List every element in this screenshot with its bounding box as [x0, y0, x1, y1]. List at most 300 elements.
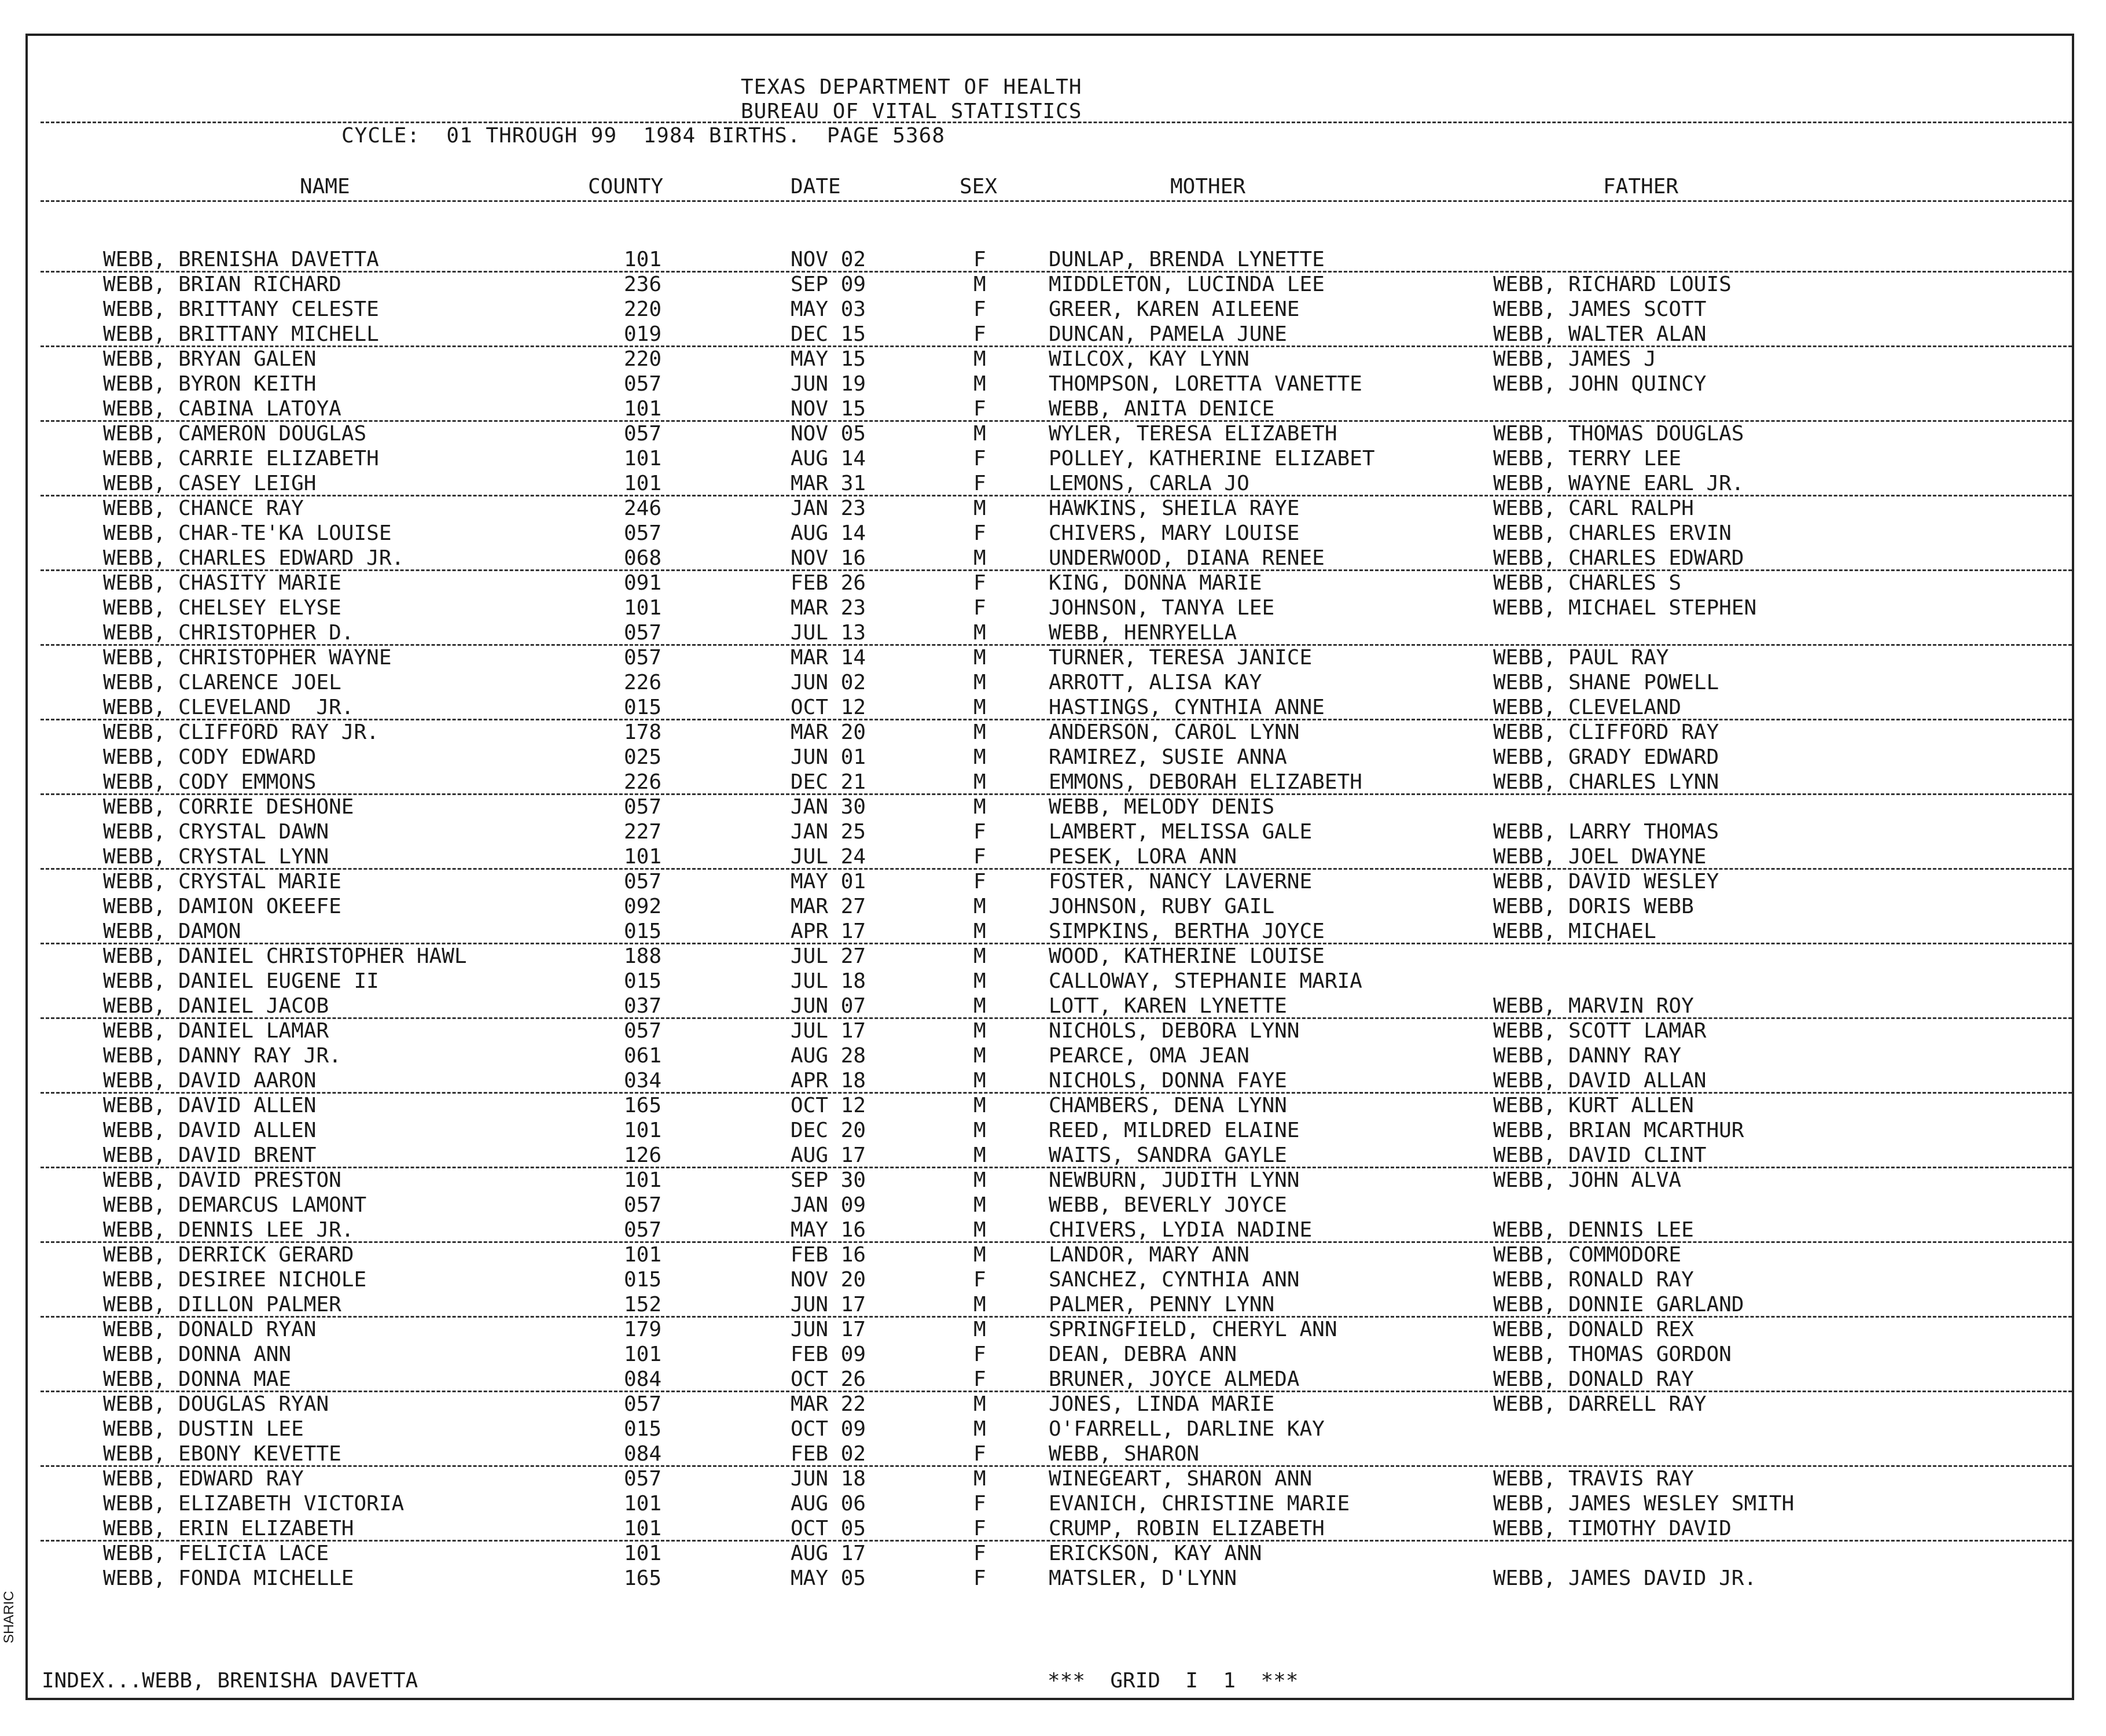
record-date: MAR 20 [791, 720, 866, 744]
record-county: 037 [624, 994, 662, 1018]
record-county: 227 [624, 820, 662, 844]
record-name: WEBB, CLIFFORD RAY JR. [103, 720, 379, 744]
record-mother: WOOD, KATHERINE LOUISE [1049, 944, 1325, 968]
record-mother: BRUNER, JOYCE ALMEDA [1049, 1367, 1300, 1391]
record-county: 101 [624, 472, 662, 495]
record-name: WEBB, DESIREE NICHOLE [103, 1268, 367, 1292]
record-mother: JOHNSON, TANYA LEE [1049, 596, 1275, 620]
record-sex: F [973, 1566, 986, 1590]
record-father: WEBB, PAUL RAY [1493, 646, 1669, 670]
record-father: WEBB, THOMAS GORDON [1493, 1343, 1732, 1366]
record-county: 101 [624, 1119, 662, 1142]
record-father: WEBB, RONALD RAY [1493, 1268, 1694, 1292]
record-date: OCT 09 [791, 1417, 866, 1441]
record-county: 057 [624, 1218, 662, 1242]
record-date: JUN 17 [791, 1293, 866, 1316]
record-date: OCT 05 [791, 1517, 866, 1540]
record-name: WEBB, BRITTANY CELESTE [103, 297, 379, 321]
table-row [0, 1467, 2106, 1492]
record-name: WEBB, DANNY RAY JR. [103, 1044, 341, 1068]
record-mother: JONES, LINDA MARIE [1049, 1392, 1275, 1416]
record-sex: M [973, 1218, 986, 1242]
record-mother: UNDERWOOD, DIANA RENEE [1049, 546, 1325, 570]
column-header-father: FATHER [1603, 175, 1679, 198]
table-row [0, 1019, 2106, 1044]
record-county: 015 [624, 1268, 662, 1292]
record-county: 126 [624, 1143, 662, 1167]
record-mother: CHIVERS, LYDIA NADINE [1049, 1218, 1313, 1242]
record-name: WEBB, CRYSTAL DAWN [103, 820, 329, 844]
record-date: APR 18 [791, 1069, 866, 1093]
table-row [0, 397, 2106, 422]
record-name: WEBB, DOUGLAS RYAN [103, 1392, 329, 1416]
document-subtitle: BUREAU OF VITAL STATISTICS [741, 100, 1082, 123]
record-date: MAR 31 [791, 472, 866, 495]
record-mother: NEWBURN, JUDITH LYNN [1049, 1168, 1300, 1192]
record-mother: CHIVERS, MARY LOUISE [1049, 521, 1300, 545]
record-date: OCT 26 [791, 1367, 866, 1391]
record-date: JUL 13 [791, 621, 866, 645]
record-sex: M [973, 1168, 986, 1192]
table-row [0, 496, 2106, 521]
record-date: JUN 19 [791, 372, 866, 396]
side-stamp: SHARIC [1, 1591, 17, 1643]
record-sex: F [973, 447, 986, 470]
table-row [0, 944, 2106, 969]
table-row [0, 969, 2106, 994]
record-sex: F [973, 1367, 986, 1391]
record-county: 084 [624, 1367, 662, 1391]
record-mother: DUNLAP, BRENDA LYNETTE [1049, 248, 1325, 271]
record-sex: M [973, 696, 986, 719]
record-mother: WYLER, TERESA ELIZABETH [1049, 422, 1337, 446]
record-father: WEBB, JAMES J [1493, 347, 1656, 371]
record-sex: F [973, 1343, 986, 1366]
record-sex: M [973, 745, 986, 769]
record-mother: PALMER, PENNY LYNN [1049, 1293, 1275, 1316]
record-county: 068 [624, 546, 662, 570]
record-mother: SIMPKINS, BERTHA JOYCE [1049, 920, 1325, 943]
table-row [0, 1094, 2106, 1119]
record-name: WEBB, CHASITY MARIE [103, 571, 341, 595]
record-county: 057 [624, 795, 662, 819]
table-row [0, 322, 2106, 347]
record-mother: TURNER, TERESA JANICE [1049, 646, 1313, 670]
record-date: FEB 02 [791, 1442, 866, 1466]
record-name: WEBB, DAVID ALLEN [103, 1119, 317, 1142]
record-mother: HASTINGS, CYNTHIA ANNE [1049, 696, 1325, 719]
column-header-mother: MOTHER [1170, 175, 1246, 198]
record-county: 015 [624, 696, 662, 719]
table-row [0, 1566, 2106, 1591]
record-father: WEBB, JOHN ALVA [1493, 1168, 1682, 1192]
record-sex: M [973, 1094, 986, 1117]
record-date: OCT 12 [791, 696, 866, 719]
record-father: WEBB, DANNY RAY [1493, 1044, 1682, 1068]
table-row [0, 1318, 2106, 1343]
record-date: JAN 30 [791, 795, 866, 819]
record-father: WEBB, JAMES WESLEY SMITH [1493, 1492, 1795, 1516]
record-county: 057 [624, 1392, 662, 1416]
record-sex: M [973, 621, 986, 645]
record-mother: NICHOLS, DEBORA LYNN [1049, 1019, 1300, 1043]
record-county: 092 [624, 895, 662, 918]
record-father: WEBB, CHARLES ERVIN [1493, 521, 1732, 545]
table-row [0, 1168, 2106, 1193]
record-date: NOV 20 [791, 1268, 866, 1292]
record-name: WEBB, DANIEL JACOB [103, 994, 329, 1018]
record-date: NOV 02 [791, 248, 866, 271]
record-date: MAR 27 [791, 895, 866, 918]
record-name: WEBB, EDWARD RAY [103, 1467, 304, 1491]
table-row [0, 720, 2106, 745]
record-name: WEBB, ERIN ELIZABETH [103, 1517, 354, 1540]
record-mother: REED, MILDRED ELAINE [1049, 1119, 1300, 1142]
record-sex: F [973, 397, 986, 421]
record-mother: WEBB, HENRYELLA [1049, 621, 1237, 645]
table-row [0, 422, 2106, 447]
record-date: JUN 02 [791, 671, 866, 694]
table-row [0, 1542, 2106, 1566]
table-row [0, 372, 2106, 397]
record-sex: F [973, 297, 986, 321]
record-name: WEBB, DAVID AARON [103, 1069, 317, 1093]
record-mother: PEARCE, OMA JEAN [1049, 1044, 1249, 1068]
record-father: WEBB, BRIAN MCARTHUR [1493, 1119, 1744, 1142]
record-date: MAR 22 [791, 1392, 866, 1416]
record-county: 101 [624, 1542, 662, 1565]
record-father: WEBB, LARRY THOMAS [1493, 820, 1719, 844]
record-county: 101 [624, 1517, 662, 1540]
table-row [0, 1293, 2106, 1318]
record-date: DEC 15 [791, 322, 866, 346]
record-mother: EMMONS, DEBORAH ELIZABETH [1049, 770, 1362, 794]
table-row [0, 845, 2106, 870]
record-county: 236 [624, 273, 662, 296]
record-date: MAR 23 [791, 596, 866, 620]
table-row [0, 745, 2106, 770]
record-county: 057 [624, 422, 662, 446]
record-date: JUL 27 [791, 944, 866, 968]
record-father: WEBB, TIMOTHY DAVID [1493, 1517, 1732, 1540]
record-sex: M [973, 1119, 986, 1142]
record-date: JAN 09 [791, 1193, 866, 1217]
record-father: WEBB, TRAVIS RAY [1493, 1467, 1694, 1491]
record-sex: M [973, 347, 986, 371]
record-sex: F [973, 845, 986, 869]
record-date: MAY 01 [791, 870, 866, 893]
record-name: WEBB, FELICIA LACE [103, 1542, 329, 1565]
record-father: WEBB, KURT ALLEN [1493, 1094, 1694, 1117]
record-county: 057 [624, 870, 662, 893]
record-mother: ANDERSON, CAROL LYNN [1049, 720, 1300, 744]
record-sex: M [973, 546, 986, 570]
record-name: WEBB, CLARENCE JOEL [103, 671, 341, 694]
record-name: WEBB, BYRON KEITH [103, 372, 317, 396]
record-sex: M [973, 895, 986, 918]
record-county: 101 [624, 845, 662, 869]
table-row [0, 1243, 2106, 1268]
table-row [0, 1143, 2106, 1168]
record-sex: M [973, 496, 986, 520]
record-county: 101 [624, 397, 662, 421]
record-name: WEBB, DAVID PRESTON [103, 1168, 341, 1192]
record-mother: O'FARRELL, DARLINE KAY [1049, 1417, 1325, 1441]
record-date: JAN 25 [791, 820, 866, 844]
record-sex: M [973, 1143, 986, 1167]
table-row [0, 1044, 2106, 1069]
document-title: TEXAS DEPARTMENT OF HEALTH [741, 75, 1082, 99]
record-name: WEBB, ELIZABETH VICTORIA [103, 1492, 405, 1516]
table-row [0, 521, 2106, 546]
record-date: NOV 16 [791, 546, 866, 570]
record-sex: M [973, 671, 986, 694]
record-father: WEBB, CHARLES S [1493, 571, 1682, 595]
record-mother: WINEGEART, SHARON ANN [1049, 1467, 1313, 1491]
record-county: 015 [624, 1417, 662, 1441]
record-name: WEBB, CHRISTOPHER WAYNE [103, 646, 392, 670]
record-date: AUG 28 [791, 1044, 866, 1068]
record-name: WEBB, CLEVELAND JR. [103, 696, 354, 719]
record-father: WEBB, GRADY EDWARD [1493, 745, 1719, 769]
record-sex: F [973, 820, 986, 844]
record-mother: THOMPSON, LORETTA VANETTE [1049, 372, 1362, 396]
record-father: WEBB, MARVIN ROY [1493, 994, 1694, 1018]
record-sex: M [973, 994, 986, 1018]
record-name: WEBB, CODY EMMONS [103, 770, 317, 794]
record-mother: CALLOWAY, STEPHANIE MARIA [1049, 969, 1362, 993]
record-date: DEC 20 [791, 1119, 866, 1142]
record-date: JUL 18 [791, 969, 866, 993]
record-mother: JOHNSON, RUBY GAIL [1049, 895, 1275, 918]
record-name: WEBB, CRYSTAL LYNN [103, 845, 329, 869]
record-sex: M [973, 1417, 986, 1441]
record-date: MAY 03 [791, 297, 866, 321]
record-sex: F [973, 571, 986, 595]
record-name: WEBB, DONNA ANN [103, 1343, 292, 1366]
record-father: WEBB, CHARLES LYNN [1493, 770, 1719, 794]
column-header-divider [41, 200, 2072, 202]
record-date: SEP 30 [791, 1168, 866, 1192]
record-date: AUG 06 [791, 1492, 866, 1516]
record-father: WEBB, DARRELL RAY [1493, 1392, 1707, 1416]
record-sex: F [973, 248, 986, 271]
table-row [0, 770, 2106, 795]
record-county: 246 [624, 496, 662, 520]
record-county: 084 [624, 1442, 662, 1466]
record-name: WEBB, CASEY LEIGH [103, 472, 317, 495]
record-name: WEBB, DAVID BRENT [103, 1143, 317, 1167]
record-county: 057 [624, 1019, 662, 1043]
record-mother: CHAMBERS, DENA LYNN [1049, 1094, 1287, 1117]
record-date: AUG 14 [791, 521, 866, 545]
table-row [0, 1517, 2106, 1542]
record-father: WEBB, RICHARD LOUIS [1493, 273, 1732, 296]
record-name: WEBB, CHRISTOPHER D. [103, 621, 354, 645]
record-name: WEBB, BRYAN GALEN [103, 347, 317, 371]
record-sex: F [973, 1542, 986, 1565]
record-sex: M [973, 1193, 986, 1217]
record-name: WEBB, BRITTANY MICHELL [103, 322, 379, 346]
record-father: WEBB, DONALD REX [1493, 1318, 1694, 1341]
record-sex: M [973, 422, 986, 446]
record-sex: M [973, 1243, 986, 1267]
table-row [0, 1218, 2106, 1243]
record-father: WEBB, DENNIS LEE [1493, 1218, 1694, 1242]
table-row [0, 347, 2106, 372]
record-county: 178 [624, 720, 662, 744]
record-mother: WEBB, ANITA DENICE [1049, 397, 1275, 421]
record-father: WEBB, JOHN QUINCY [1493, 372, 1707, 396]
table-row [0, 273, 2106, 297]
record-name: WEBB, CRYSTAL MARIE [103, 870, 341, 893]
table-row [0, 1392, 2106, 1417]
record-sex: M [973, 944, 986, 968]
record-name: WEBB, DAMON [103, 920, 241, 943]
record-sex: M [973, 273, 986, 296]
record-father: WEBB, CARL RALPH [1493, 496, 1694, 520]
record-father: WEBB, DONALD RAY [1493, 1367, 1694, 1391]
record-sex: F [973, 521, 986, 545]
record-date: APR 17 [791, 920, 866, 943]
record-mother: WILCOX, KAY LYNN [1049, 347, 1249, 371]
table-row [0, 870, 2106, 895]
record-name: WEBB, DANIEL LAMAR [103, 1019, 329, 1043]
record-mother: WEBB, MELODY DENIS [1049, 795, 1275, 819]
table-row [0, 1367, 2106, 1392]
table-row [0, 820, 2106, 845]
record-county: 101 [624, 248, 662, 271]
table-row [0, 1417, 2106, 1442]
record-father: WEBB, JAMES SCOTT [1493, 297, 1707, 321]
record-name: WEBB, BRIAN RICHARD [103, 273, 341, 296]
record-sex: F [973, 870, 986, 893]
record-mother: DEAN, DEBRA ANN [1049, 1343, 1237, 1366]
record-name: WEBB, DONNA MAE [103, 1367, 292, 1391]
record-sex: M [973, 1044, 986, 1068]
record-name: WEBB, DANIEL CHRISTOPHER HAWL [103, 944, 467, 968]
record-county: 152 [624, 1293, 662, 1316]
record-mother: WAITS, SANDRA GAYLE [1049, 1143, 1287, 1167]
record-date: MAY 05 [791, 1566, 866, 1590]
record-mother: CRUMP, ROBIN ELIZABETH [1049, 1517, 1325, 1540]
record-name: WEBB, BRENISHA DAVETTA [103, 248, 379, 271]
table-row [0, 895, 2106, 920]
record-mother: LOTT, KAREN LYNETTE [1049, 994, 1287, 1018]
record-mother: WEBB, BEVERLY JOYCE [1049, 1193, 1287, 1217]
table-row [0, 994, 2106, 1019]
record-name: WEBB, DAVID ALLEN [103, 1094, 317, 1117]
header-divider [41, 122, 2072, 123]
table-row [0, 297, 2106, 322]
record-mother: MIDDLETON, LUCINDA LEE [1049, 273, 1325, 296]
record-date: MAY 16 [791, 1218, 866, 1242]
record-name: WEBB, CHELSEY ELYSE [103, 596, 341, 620]
table-row [0, 447, 2106, 472]
record-mother: SPRINGFIELD, CHERYL ANN [1049, 1318, 1337, 1341]
record-father: WEBB, CLEVELAND [1493, 696, 1682, 719]
record-mother: ERICKSON, KAY ANN [1049, 1542, 1262, 1565]
table-row [0, 1442, 2106, 1467]
record-county: 057 [624, 621, 662, 645]
record-mother: WEBB, SHARON [1049, 1442, 1200, 1466]
record-sex: M [973, 646, 986, 670]
record-county: 220 [624, 297, 662, 321]
record-mother: NICHOLS, DONNA FAYE [1049, 1069, 1287, 1093]
table-row [0, 1492, 2106, 1517]
record-date: MAR 14 [791, 646, 866, 670]
record-father: WEBB, WAYNE EARL JR. [1493, 472, 1744, 495]
record-sex: M [973, 1293, 986, 1316]
record-mother: EVANICH, CHRISTINE MARIE [1049, 1492, 1350, 1516]
record-sex: M [973, 372, 986, 396]
record-sex: F [973, 596, 986, 620]
record-date: FEB 16 [791, 1243, 866, 1267]
record-name: WEBB, CAMERON DOUGLAS [103, 422, 367, 446]
record-father: WEBB, DAVID ALLAN [1493, 1069, 1707, 1093]
record-date: AUG 14 [791, 447, 866, 470]
record-county: 015 [624, 920, 662, 943]
record-sex: M [973, 969, 986, 993]
record-name: WEBB, DAMION OKEEFE [103, 895, 341, 918]
record-county: 188 [624, 944, 662, 968]
record-father: WEBB, DAVID CLINT [1493, 1143, 1707, 1167]
record-sex: M [973, 720, 986, 744]
column-header-county: COUNTY [588, 175, 664, 198]
record-mother: PESEK, LORA ANN [1049, 845, 1237, 869]
table-row [0, 248, 2106, 273]
record-name: WEBB, DERRICK GERARD [103, 1243, 354, 1267]
record-father: WEBB, DAVID WESLEY [1493, 870, 1719, 893]
record-name: WEBB, DANIEL EUGENE II [103, 969, 379, 993]
record-date: SEP 09 [791, 273, 866, 296]
table-row [0, 621, 2106, 646]
record-mother: LEMONS, CARLA JO [1049, 472, 1249, 495]
record-name: WEBB, CHAR-TE'KA LOUISE [103, 521, 392, 545]
record-name: WEBB, DILLON PALMER [103, 1293, 341, 1316]
record-date: AUG 17 [791, 1542, 866, 1565]
record-father: WEBB, COMMODORE [1493, 1243, 1682, 1267]
record-name: WEBB, DENNIS LEE JR. [103, 1218, 354, 1242]
record-mother: RAMIREZ, SUSIE ANNA [1049, 745, 1287, 769]
record-sex: F [973, 1268, 986, 1292]
table-row [0, 1268, 2106, 1293]
record-father: WEBB, MICHAEL STEPHEN [1493, 596, 1757, 620]
record-sex: M [973, 795, 986, 819]
record-sex: F [973, 322, 986, 346]
record-county: 057 [624, 521, 662, 545]
record-county: 057 [624, 1467, 662, 1491]
record-name: WEBB, FONDA MICHELLE [103, 1566, 354, 1590]
record-father: WEBB, DORIS WEBB [1493, 895, 1694, 918]
record-mother: SANCHEZ, CYNTHIA ANN [1049, 1268, 1300, 1292]
record-sex: M [973, 920, 986, 943]
record-mother: KING, DONNA MARIE [1049, 571, 1262, 595]
cycle-info: CYCLE: 01 THROUGH 99 1984 BIRTHS. PAGE 5368 [341, 124, 945, 148]
record-mother: FOSTER, NANCY LAVERNE [1049, 870, 1313, 893]
record-date: JUN 18 [791, 1467, 866, 1491]
record-date: AUG 17 [791, 1143, 866, 1167]
record-father: WEBB, SCOTT LAMAR [1493, 1019, 1707, 1043]
record-father: WEBB, JOEL DWAYNE [1493, 845, 1707, 869]
record-sex: M [973, 1069, 986, 1093]
record-county: 226 [624, 671, 662, 694]
column-header-sex: SEX [960, 175, 998, 198]
record-county: 101 [624, 1343, 662, 1366]
column-header-date: DATE [791, 175, 841, 198]
record-father: WEBB, WALTER ALAN [1493, 322, 1707, 346]
table-row [0, 1119, 2106, 1143]
